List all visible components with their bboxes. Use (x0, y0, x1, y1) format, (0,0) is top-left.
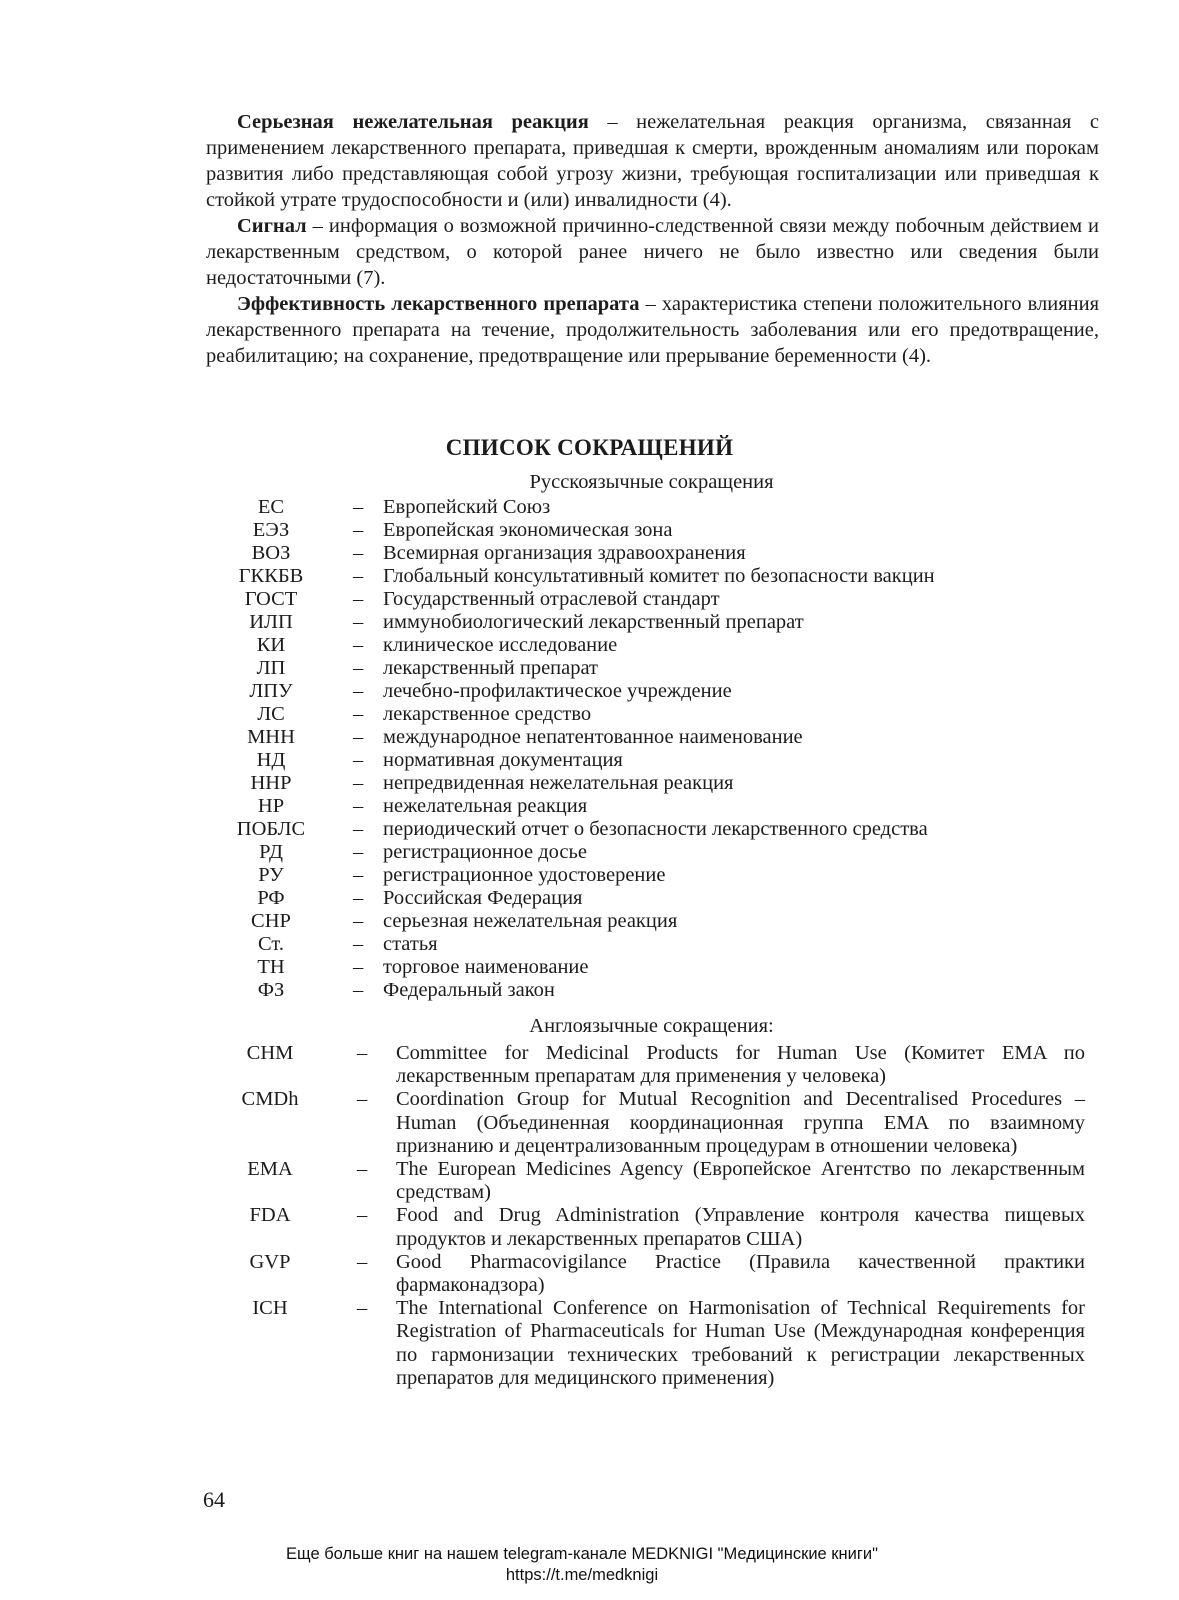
page-number: 64 (203, 1487, 225, 1512)
abbreviation-description: Российская Федерация (383, 887, 583, 909)
abbreviation-description: Государственный отраслевой стандарт (383, 588, 720, 610)
dash-separator: – (357, 1297, 368, 1320)
abbreviation-description: The International Conference on Harmonisation of Technical Requirements for Registration of Pharmaceuticals for Human Use (Международная конференция по гармонизации технических требований к регистрации лекарственных препаратов для медицинского применения) (396, 1297, 1085, 1389)
abbreviation-row (0, 1204, 1179, 1250)
abbreviation-row (0, 1158, 1179, 1204)
abbreviation-row (0, 772, 1179, 795)
abbreviation-row (0, 887, 1179, 910)
abbreviation: НР (257, 795, 285, 817)
abbreviation-description: нормативная документация (383, 749, 623, 771)
abbreviation: РФ (257, 887, 285, 909)
abbreviation-row (0, 634, 1179, 657)
dash-separator: – (353, 887, 364, 909)
abbreviation: ГОСТ (244, 588, 298, 610)
footer-banner (0, 1544, 1164, 1586)
abbreviation: CHM (246, 1042, 294, 1064)
definition-text: – информация о возможной причинно-следственной связи между побочным действием и лекарственным средством, о которой ранее ничего не было известно или сведения были недостаточными (7). (206, 215, 1099, 289)
dash-separator: – (353, 634, 364, 656)
abbreviation: GVP (249, 1250, 291, 1273)
russian-abbreviations-heading: Русскоязычные сокращения (529, 471, 774, 493)
dash-separator: – (353, 565, 364, 587)
dash-separator: – (357, 1088, 368, 1111)
abbreviation: ЛПУ (249, 680, 293, 702)
abbreviation-row (0, 496, 1179, 519)
dash-separator: – (357, 1250, 368, 1273)
abbreviation-row (0, 611, 1179, 634)
dash-separator: – (353, 979, 364, 1001)
definition-text: – характеристика степени положительного влияния лекарственного препарата на течение, продолжительность заболевания или его предотвращение, реабилитацию; на сохранение, предотвращение или прерывание беременности (4). (206, 293, 1099, 367)
abbreviation-description: Good Pharmacovigilance Practice (Правила качественной практики фармаконадзора) (396, 1250, 1085, 1297)
abbreviation-row (0, 749, 1179, 772)
abbreviation-row (0, 565, 1179, 588)
abbreviation: ЛС (257, 703, 285, 725)
abbreviation: ICH (252, 1297, 288, 1320)
abbreviation-row (0, 1297, 1179, 1390)
abbreviation: ПОБЛС (236, 818, 306, 840)
abbreviation-description: The European Medicines Agency (Европейское Агентство по лекарственным средствам) (396, 1158, 1085, 1204)
abbreviation: РД (259, 841, 283, 863)
abbreviation-description: серьезная нежелательная реакция (383, 910, 678, 932)
abbreviation-description: Европейская экономическая зона (383, 519, 673, 541)
abbreviation: МНН (247, 726, 295, 748)
abbreviation-row (0, 795, 1179, 818)
footer-link[interactable]: https://t.me/medknigi (505, 1566, 659, 1584)
dash-separator: – (353, 496, 364, 518)
abbreviation-description: клиническое исследование (383, 634, 618, 656)
dash-separator: – (353, 956, 364, 978)
dash-separator: – (353, 795, 364, 817)
abbreviation: ИЛП (249, 611, 293, 633)
dash-separator: – (353, 542, 364, 564)
abbreviation: ННР (250, 772, 292, 794)
abbreviation: НД (256, 749, 286, 771)
abbreviation-description: периодический отчет о безопасности лекарственного средства (383, 818, 928, 840)
dash-separator: – (353, 657, 364, 679)
abbreviation-description: Всемирная организация здравоохранения (383, 542, 746, 564)
definition-term: Серьезная нежелательная реакция (237, 111, 589, 133)
definition-term: Эффективность лекарственного препарата (237, 293, 640, 315)
footer-line: Еще больше книг на нашем telegram-канале MEDKNIGI "Медицинские книги" (286, 1545, 878, 1563)
definition-paragraph (206, 291, 1099, 369)
abbreviation-description: регистрационное досье (383, 841, 587, 863)
abbreviation: Ст. (258, 933, 284, 955)
definitions-section (206, 109, 1099, 369)
abbreviation-row (0, 910, 1179, 933)
abbreviation-row (0, 956, 1179, 979)
english-abbreviations-list (0, 1042, 1179, 1390)
abbreviation-row (0, 519, 1179, 542)
abbreviation-description: Committee for Medicinal Products for Human Use (Комитет EMA по лекарственным препаратам для применения у человека) (396, 1042, 1085, 1088)
definition-text: – нежелательная реакция организма, связанная с применением лекарственного препарата, приведшая к смерти, врожденным аномалиям или порокам развития либо представляющая собой угрозу жизни, требующая госпитализации или приведшая к стойкой утрате трудоспособности и (или) инвалидности (4). (206, 111, 1099, 211)
abbreviation: КИ (256, 634, 286, 656)
abbreviation: ЕЭЗ (252, 519, 290, 541)
dash-separator: – (353, 680, 364, 702)
abbreviation-description: Coordination Group for Mutual Recognition and Decentralised Procedures – Human (Объединенная координационная группа EMA по взаимному признанию и децентрализованным процедурам в отношении человека) (396, 1088, 1085, 1157)
dash-separator: – (353, 910, 364, 932)
abbreviation-description: статья (383, 933, 438, 955)
abbreviation-row (0, 703, 1179, 726)
dash-separator: – (353, 818, 364, 840)
abbreviation-description: Food and Drug Administration (Управление контроля качества пищевых продуктов и лекарственных препаратов США) (396, 1204, 1085, 1250)
abbreviation-row (0, 818, 1179, 841)
abbreviation-description: торговое наименование (383, 956, 589, 978)
abbreviation-description: Федеральный закон (383, 979, 555, 1001)
abbreviation-row (0, 588, 1179, 611)
dash-separator: – (353, 519, 364, 541)
definition-term: Сигнал (237, 215, 307, 237)
dash-separator: – (357, 1042, 368, 1064)
definition-paragraph (206, 109, 1099, 213)
abbreviation-description: иммунобиологический лекарственный препарат (383, 611, 804, 633)
russian-abbreviations-list (0, 496, 1179, 1002)
abbreviation: FDA (249, 1204, 291, 1227)
abbreviation-description: непредвиденная нежелательная реакция (383, 772, 734, 794)
abbreviation: ТН (257, 956, 285, 978)
dash-separator: – (357, 1158, 368, 1181)
abbreviation: ФЗ (257, 979, 285, 1001)
dash-separator: – (353, 703, 364, 725)
abbreviation: РУ (258, 864, 284, 886)
dash-separator: – (353, 749, 364, 771)
dash-separator: – (353, 588, 364, 610)
dash-separator: – (353, 611, 364, 633)
abbreviation-description: Глобальный консультативный комитет по безопасности вакцин (383, 565, 935, 587)
dash-separator: – (353, 841, 364, 863)
abbreviation-description: лекарственный препарат (383, 657, 599, 679)
abbreviation-row (0, 1251, 1179, 1297)
dash-separator: – (353, 726, 364, 748)
abbreviation-row (0, 979, 1179, 1002)
dash-separator: – (353, 933, 364, 955)
abbreviation: ЛП (256, 657, 286, 679)
abbreviation-row (0, 933, 1179, 956)
definition-paragraph (206, 213, 1099, 291)
abbreviation-description: лечебно-профилактическое учреждение (383, 680, 732, 702)
abbreviation-description: нежелательная реакция (383, 795, 588, 817)
abbreviation-row (0, 657, 1179, 680)
abbreviation-description: Европейский Союз (383, 496, 551, 518)
abbreviations-heading: СПИСОК СОКРАЩЕНИЙ (445, 435, 734, 460)
abbreviation-row (0, 680, 1179, 703)
abbreviation: ГККБВ (238, 565, 304, 587)
abbreviation-description: международное непатентованное наименование (383, 726, 803, 748)
abbreviation-row (0, 841, 1179, 864)
abbreviation-description: регистрационное удостоверение (383, 864, 666, 886)
dash-separator: – (353, 864, 364, 886)
dash-separator: – (357, 1204, 368, 1227)
abbreviation-row (0, 726, 1179, 749)
abbreviation-row (0, 864, 1179, 887)
abbreviation: СНР (251, 910, 291, 932)
abbreviation: EMA (247, 1158, 293, 1181)
dash-separator: – (353, 772, 364, 794)
abbreviation: ВОЗ (251, 542, 291, 564)
abbreviation-description: лекарственное средство (383, 703, 592, 725)
abbreviation-row (0, 542, 1179, 565)
abbreviation: CMDh (241, 1088, 299, 1111)
abbreviation: ЕС (257, 496, 285, 518)
abbreviation-row (0, 1088, 1179, 1158)
english-abbreviations-heading: Англоязычные сокращения: (529, 1015, 774, 1037)
abbreviation-row (0, 1042, 1179, 1088)
